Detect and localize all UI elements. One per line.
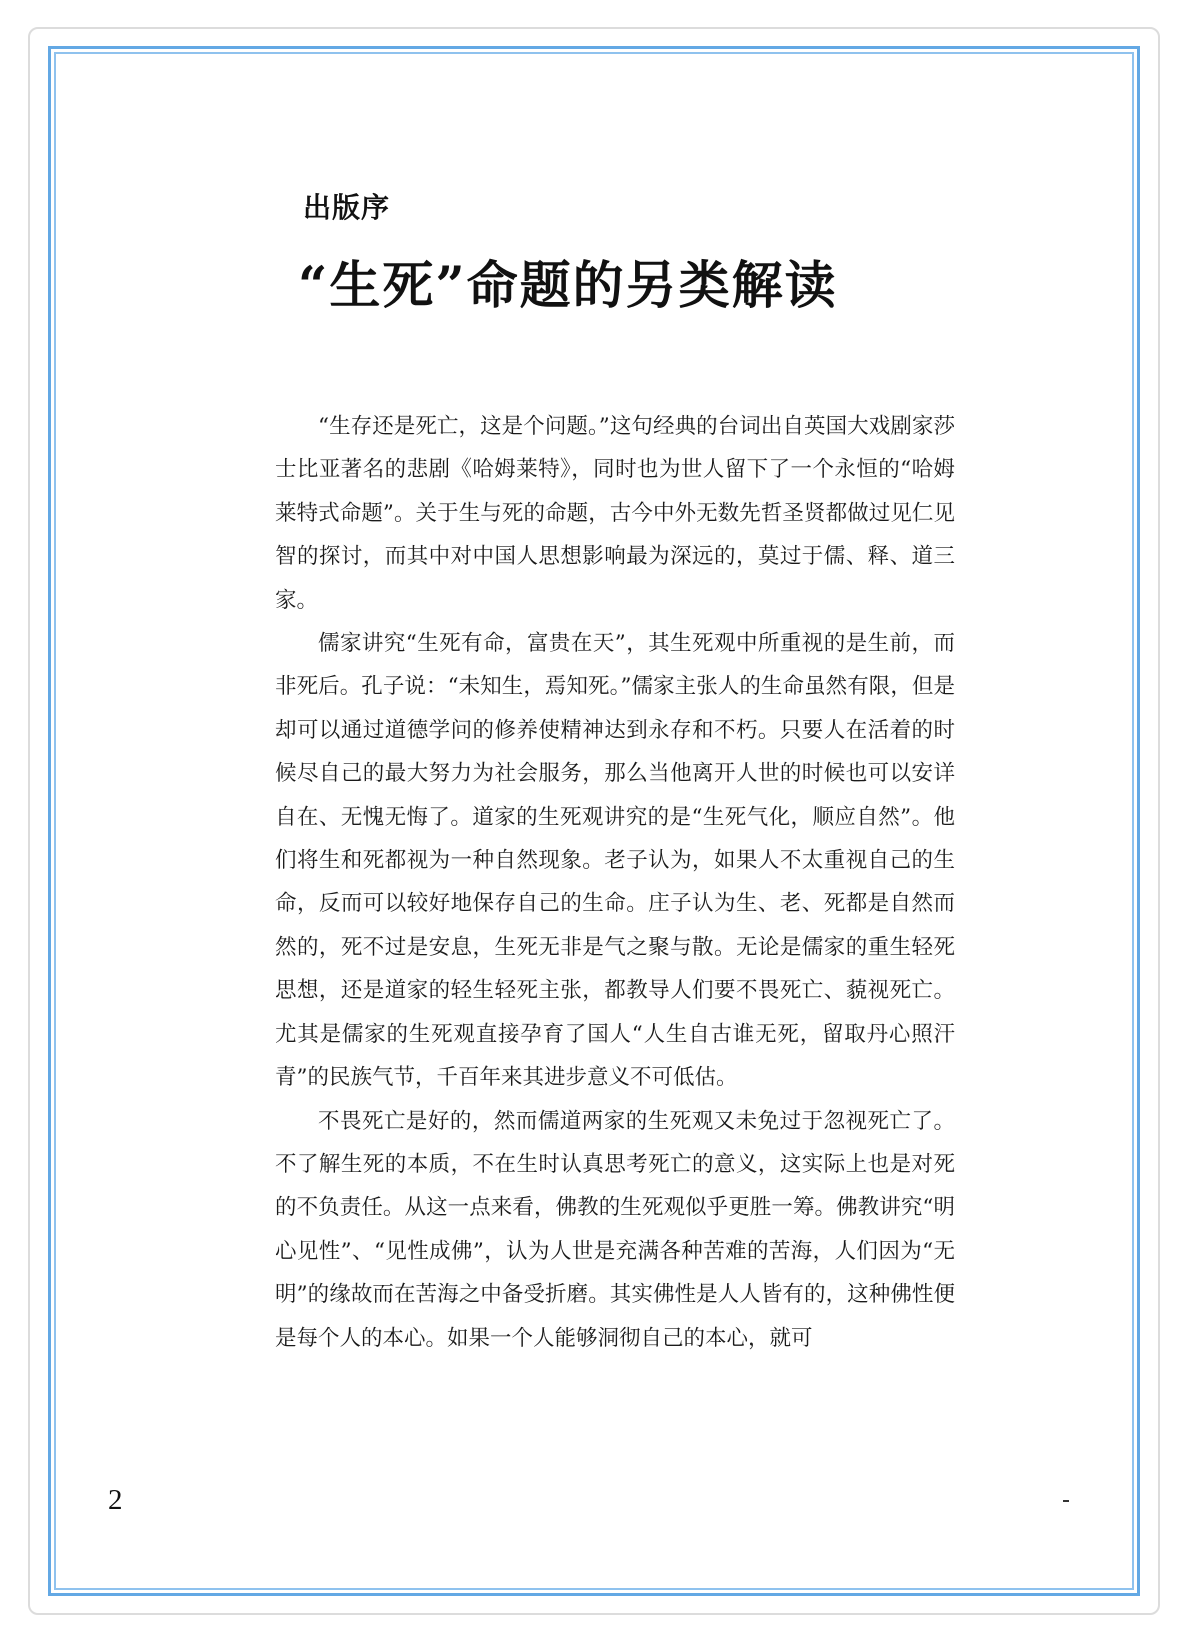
paragraph: 不畏死亡是好的，然而儒道两家的生死观又未免过于忽视死亡了。不了解生死的本质，不在生时认真思考死亡的意义，这实际上也是对死的不负责任。从这一点来看，佛教的生死观似乎更胜一筹。佛教讲究“明心见性”、“见性成佛”，认为人世是充满各种苦难的苦海，人们因为“无明”的缘故而在苦海之中备受折磨。其实佛性是人人皆有的，这种佛性便是每个人的本心。如果一个人能够洞彻自己的本心，就可 xyxy=(275,1108,955,1351)
page-number: 2 xyxy=(108,1484,123,1516)
paragraph: 儒家讲究“生死有命，富贵在天”，其生死观中所重视的是生前，而非死后。孔子说：“未知生，焉知死。”儒家主张人的生命虽然有限，但是却可以通过道德学问的修养使精神达到永存和不朽。只要人在活着的时候尽自己的最大努力为社会服务，那么当他离开人世的时候也可以安详自在、无愧无悔了。道家的生死观讲究的是“生死气化，顺应自然”。他们将生和死都视为一种自然现象。老子认为，如果人不太重视自己的生命，反而可以较好地保存自己的生命。庄子认为生、老、死都是自然而然的，死不过是安息，生死无非是气之聚与散。无论是儒家的重生轻死思想，还是道家的轻生轻死主张，都教导人们要不畏死亡、藐视死亡。尤其是儒家的生死观直接孕育了国人“人生自古谁无死，留取丹心照汗青”的民族气节，千百年来其进步意义不可低估。 xyxy=(275,631,955,1091)
body-text xyxy=(275,405,955,1360)
page-title: “生死”命题的另类解读 xyxy=(298,256,838,316)
corner-mark xyxy=(1063,1500,1069,1502)
paragraph: “生存还是死亡，这是个问题。”这句经典的台词出自英国大戏剧家莎士比亚著名的悲剧《哈姆莱特》，同时也为世人留下了一个永恒的“哈姆莱特式命题”。关于生与死的命题，古今中外无数先哲圣贤都做过见仁见智的探讨，而其中对中国人思想影响最为深远的，莫过于儒、释、道三家。 xyxy=(275,414,955,613)
section-label: 出版序 xyxy=(303,191,391,224)
